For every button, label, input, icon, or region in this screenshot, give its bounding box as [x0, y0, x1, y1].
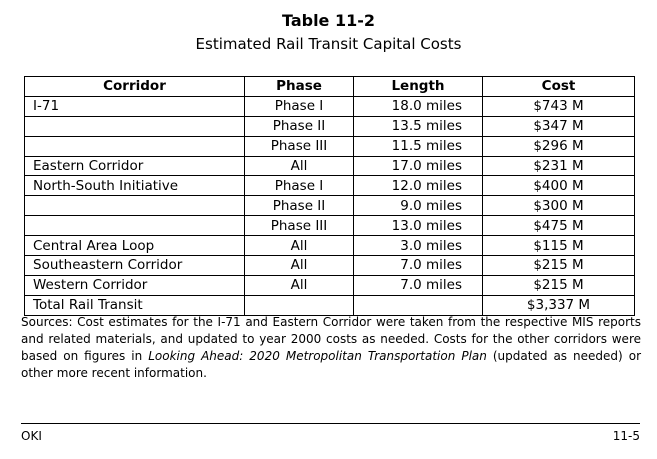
- cell-length: 3.0 miles: [354, 236, 483, 256]
- cell-cost: $475 M: [483, 216, 635, 236]
- table-row: [25, 216, 635, 236]
- cell-cost: $743 M: [483, 96, 635, 116]
- cell-cost: $215 M: [483, 256, 635, 276]
- table-row: [25, 196, 635, 216]
- cell-corridor: [25, 136, 245, 156]
- cell-corridor: Eastern Corridor: [25, 156, 245, 176]
- footer-page-number: 11-5: [612, 429, 640, 443]
- cell-phase: All: [245, 256, 354, 276]
- cell-cost: $115 M: [483, 236, 635, 256]
- cell-corridor: Central Area Loop: [25, 236, 245, 256]
- cell-corridor: [25, 216, 245, 236]
- table-row: [25, 136, 635, 156]
- cell-cost: $347 M: [483, 116, 635, 136]
- table-row: [25, 256, 635, 276]
- cell-length: 13.0 miles: [354, 216, 483, 236]
- table-row: [25, 236, 635, 256]
- footer-divider: [21, 423, 640, 424]
- cell-phase: Phase II: [245, 116, 354, 136]
- table-row: [25, 275, 635, 295]
- cell-length: 12.0 miles: [354, 176, 483, 196]
- cell-length: 17.0 miles: [354, 156, 483, 176]
- cell-corridor: North-South Initiative: [25, 176, 245, 196]
- cell-length: 7.0 miles: [354, 256, 483, 276]
- cell-corridor: Total Rail Transit: [25, 295, 245, 315]
- cell-corridor: Southeastern Corridor: [25, 256, 245, 276]
- header-length: Length: [354, 77, 483, 97]
- header-cost: Cost: [483, 77, 635, 97]
- cell-phase: Phase I: [245, 176, 354, 196]
- table-row: [25, 176, 635, 196]
- cell-phase: [245, 295, 354, 315]
- cell-phase: Phase III: [245, 216, 354, 236]
- cell-phase: All: [245, 236, 354, 256]
- table-title: Table 11-2: [281, 11, 376, 30]
- footer-org: OKI: [21, 429, 42, 443]
- cell-phase: Phase II: [245, 196, 354, 216]
- sources-text-2: (updated as needed) or other more recent information.: [21, 349, 641, 380]
- header-phase: Phase: [245, 77, 354, 97]
- sources-text-1: Sources: Cost estimates for the I-71 and Eastern Corridor were taken from the respective MIS reports and related materials, and updated to year 2000 costs as needed. Costs for the other corridors were based on figures in: [21, 315, 641, 363]
- cell-length: 13.5 miles: [354, 116, 483, 136]
- cell-cost: $3,337 M: [483, 295, 635, 315]
- sources-plan-title: Looking Ahead: 2020 Metropolitan Transportation Plan: [148, 349, 487, 363]
- cell-phase: All: [245, 275, 354, 295]
- cell-cost: $400 M: [483, 176, 635, 196]
- sources-note: [21, 314, 641, 382]
- cell-corridor: [25, 196, 245, 216]
- cell-corridor: [25, 116, 245, 136]
- cell-length: 11.5 miles: [354, 136, 483, 156]
- cell-phase: Phase III: [245, 136, 354, 156]
- table-row: [25, 295, 635, 315]
- cell-length: 7.0 miles: [354, 275, 483, 295]
- cell-phase: Phase I: [245, 96, 354, 116]
- cell-length: 9.0 miles: [354, 196, 483, 216]
- cell-cost: $231 M: [483, 156, 635, 176]
- cell-cost: $296 M: [483, 136, 635, 156]
- header-corridor: Corridor: [25, 77, 245, 97]
- table-row: [25, 116, 635, 136]
- cell-corridor: Western Corridor: [25, 275, 245, 295]
- table-subtitle: Estimated Rail Transit Capital Costs: [195, 35, 462, 53]
- table-header-row: [25, 77, 635, 97]
- cell-cost: $300 M: [483, 196, 635, 216]
- rail-cost-table: [24, 76, 635, 316]
- table-row: [25, 96, 635, 116]
- cell-length: [354, 295, 483, 315]
- cell-cost: $215 M: [483, 275, 635, 295]
- table-row: [25, 156, 635, 176]
- cell-corridor: I-71: [25, 96, 245, 116]
- cell-length: 18.0 miles: [354, 96, 483, 116]
- cell-phase: All: [245, 156, 354, 176]
